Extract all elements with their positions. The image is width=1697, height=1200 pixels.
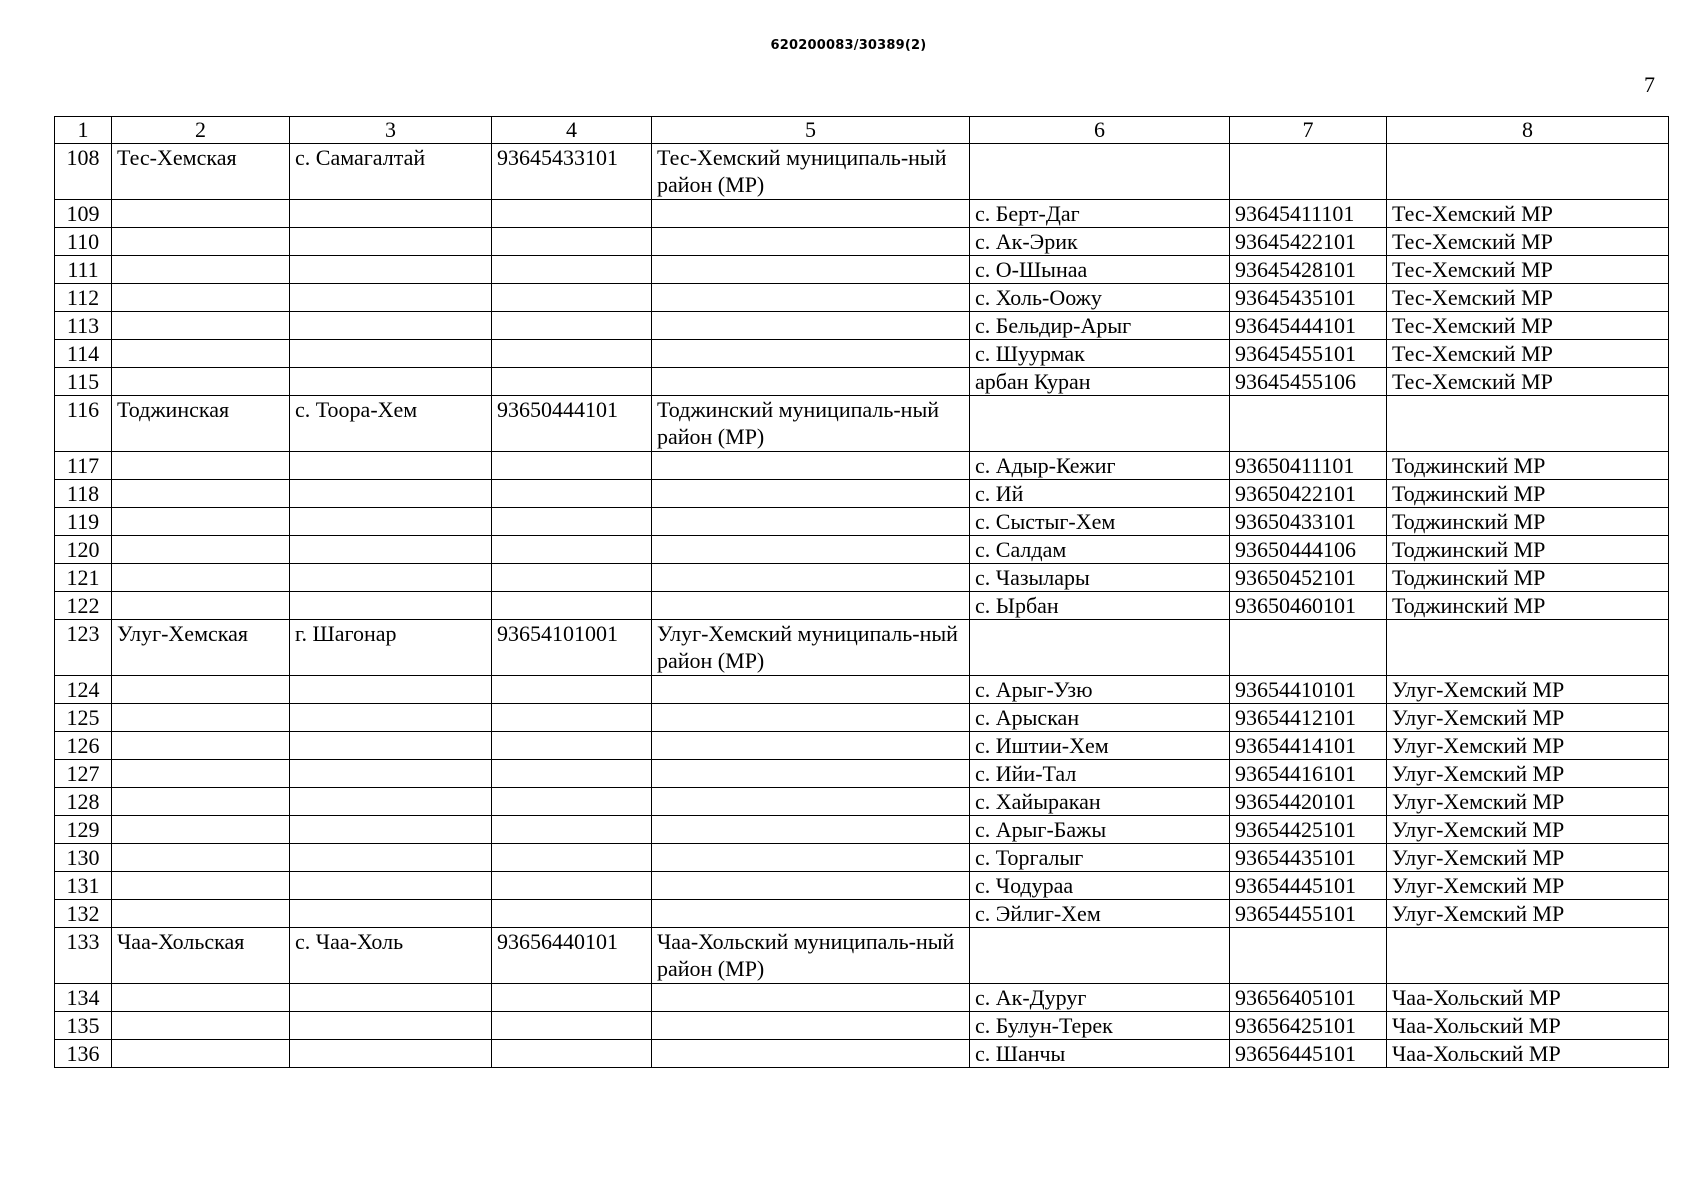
center-cell	[290, 900, 492, 928]
municipality-cell	[652, 760, 970, 788]
settlement-cell: с. Иштии-Хем	[970, 732, 1230, 760]
district-cell	[112, 536, 290, 564]
center-cell	[290, 508, 492, 536]
district-cell	[112, 816, 290, 844]
settlement-cell: с. Чодураа	[970, 872, 1230, 900]
settlement-code-cell: 93645455101	[1230, 340, 1387, 368]
row-number-cell: 109	[55, 200, 112, 228]
settlement-code-cell: 93645422101	[1230, 228, 1387, 256]
municipality-cell	[652, 592, 970, 620]
settlement-cell: с. Берт-Даг	[970, 200, 1230, 228]
row-number-cell: 113	[55, 312, 112, 340]
row-number-cell: 112	[55, 284, 112, 312]
municipality-cell: Улуг-Хемский муниципаль-ный район (МР)	[652, 620, 970, 676]
row-number-cell: 116	[55, 396, 112, 452]
municipality-cell	[652, 900, 970, 928]
municipality-cell	[652, 844, 970, 872]
center-cell	[290, 228, 492, 256]
center-cell	[290, 704, 492, 732]
center-cell	[290, 592, 492, 620]
document-code: 620200083/30389(2)	[770, 38, 927, 53]
table-row	[55, 256, 1669, 284]
settlement-cell: с. Арыг-Узю	[970, 676, 1230, 704]
table-row	[55, 844, 1669, 872]
center-cell	[290, 256, 492, 284]
settlement-cell: с. Арыг-Бажы	[970, 816, 1230, 844]
district-cell	[112, 872, 290, 900]
municipality-cell	[652, 732, 970, 760]
district-cell	[112, 732, 290, 760]
settlement-mr-cell: Тес-Хемский МР	[1387, 368, 1669, 396]
row-number-cell: 130	[55, 844, 112, 872]
settlement-code-cell: 93645444101	[1230, 312, 1387, 340]
district-cell: Тоджинская	[112, 396, 290, 452]
table-row	[55, 564, 1669, 592]
settlement-mr-cell: Чаа-Хольский МР	[1387, 1040, 1669, 1068]
municipality-cell	[652, 200, 970, 228]
row-number-cell: 135	[55, 1012, 112, 1040]
settlement-code-cell: 93654416101	[1230, 760, 1387, 788]
settlement-mr-cell: Тоджинский МР	[1387, 480, 1669, 508]
settlement-cell: с. О-Шынаа	[970, 256, 1230, 284]
table-row	[55, 816, 1669, 844]
settlement-code-cell: 93654412101	[1230, 704, 1387, 732]
center-cell	[290, 200, 492, 228]
settlement-code-cell	[1230, 620, 1387, 676]
settlement-cell: с. Ий	[970, 480, 1230, 508]
row-number-cell: 117	[55, 452, 112, 480]
code-cell	[492, 340, 652, 368]
row-number-cell: 114	[55, 340, 112, 368]
table-row	[55, 480, 1669, 508]
table-row	[55, 228, 1669, 256]
municipality-cell	[652, 452, 970, 480]
code-cell	[492, 256, 652, 284]
center-cell	[290, 732, 492, 760]
settlement-cell: с. Чазылары	[970, 564, 1230, 592]
settlement-cell: арбан Куран	[970, 368, 1230, 396]
district-cell	[112, 984, 290, 1012]
settlement-code-cell: 93654414101	[1230, 732, 1387, 760]
settlement-mr-cell: Улуг-Хемский МР	[1387, 704, 1669, 732]
table-row	[55, 340, 1669, 368]
settlement-code-cell: 93656405101	[1230, 984, 1387, 1012]
code-cell: 93656440101	[492, 928, 652, 984]
table-row	[55, 396, 1669, 452]
table-row	[55, 536, 1669, 564]
row-number-cell: 118	[55, 480, 112, 508]
settlement-mr-cell	[1387, 928, 1669, 984]
district-cell	[112, 480, 290, 508]
table-row	[55, 284, 1669, 312]
settlement-cell: с. Шанчы	[970, 1040, 1230, 1068]
column-header: 6	[970, 117, 1230, 144]
district-cell	[112, 564, 290, 592]
municipality-cell	[652, 536, 970, 564]
center-cell	[290, 872, 492, 900]
settlement-cell: с. Холь-Оожу	[970, 284, 1230, 312]
municipality-cell	[652, 704, 970, 732]
table-row	[55, 900, 1669, 928]
district-cell	[112, 788, 290, 816]
row-number-cell: 127	[55, 760, 112, 788]
row-number-cell: 125	[55, 704, 112, 732]
municipality-cell	[652, 256, 970, 284]
district-cell: Улуг-Хемская	[112, 620, 290, 676]
code-cell	[492, 900, 652, 928]
table-row	[55, 788, 1669, 816]
settlement-mr-cell	[1387, 144, 1669, 200]
settlement-mr-cell: Тес-Хемский МР	[1387, 284, 1669, 312]
code-cell	[492, 508, 652, 536]
column-header: 1	[55, 117, 112, 144]
code-cell	[492, 480, 652, 508]
center-cell	[290, 1012, 492, 1040]
settlement-mr-cell: Улуг-Хемский МР	[1387, 788, 1669, 816]
code-cell	[492, 284, 652, 312]
page-number: 7	[1644, 72, 1655, 97]
table-row	[55, 704, 1669, 732]
row-number-cell: 134	[55, 984, 112, 1012]
settlement-code-cell: 93645428101	[1230, 256, 1387, 284]
settlement-mr-cell: Тоджинский МР	[1387, 536, 1669, 564]
row-number-cell: 129	[55, 816, 112, 844]
municipality-cell	[652, 564, 970, 592]
settlement-cell: с. Ак-Дуруг	[970, 984, 1230, 1012]
district-cell	[112, 1040, 290, 1068]
settlement-cell: с. Арыскан	[970, 704, 1230, 732]
center-cell: с. Самагалтай	[290, 144, 492, 200]
settlement-mr-cell: Улуг-Хемский МР	[1387, 732, 1669, 760]
settlement-cell: с. Хайыракан	[970, 788, 1230, 816]
settlements-table	[54, 116, 1669, 1068]
row-number-cell: 111	[55, 256, 112, 284]
center-cell: с. Чаа-Холь	[290, 928, 492, 984]
municipality-cell: Чаа-Хольский муниципаль-ный район (МР)	[652, 928, 970, 984]
center-cell	[290, 788, 492, 816]
district-cell	[112, 452, 290, 480]
settlement-cell: с. Сыстыг-Хем	[970, 508, 1230, 536]
district-cell	[112, 508, 290, 536]
settlement-code-cell: 93654455101	[1230, 900, 1387, 928]
center-cell: с. Тоора-Хем	[290, 396, 492, 452]
row-number-cell: 128	[55, 788, 112, 816]
municipality-cell: Тоджинский муниципаль-ный район (МР)	[652, 396, 970, 452]
municipality-cell	[652, 228, 970, 256]
table-row	[55, 368, 1669, 396]
district-cell	[112, 200, 290, 228]
center-cell	[290, 368, 492, 396]
district-cell: Чаа-Хольская	[112, 928, 290, 984]
table-row	[55, 872, 1669, 900]
settlement-code-cell: 93654435101	[1230, 844, 1387, 872]
settlement-cell	[970, 144, 1230, 200]
row-number-cell: 120	[55, 536, 112, 564]
center-cell	[290, 844, 492, 872]
center-cell	[290, 312, 492, 340]
table-row	[55, 452, 1669, 480]
district-cell	[112, 312, 290, 340]
column-header: 7	[1230, 117, 1387, 144]
municipality-cell	[652, 872, 970, 900]
settlement-cell: с. Эйлиг-Хем	[970, 900, 1230, 928]
district-cell	[112, 676, 290, 704]
settlement-mr-cell: Тес-Хемский МР	[1387, 200, 1669, 228]
column-header: 4	[492, 117, 652, 144]
settlement-code-cell: 93645435101	[1230, 284, 1387, 312]
center-cell	[290, 536, 492, 564]
settlement-code-cell: 93654445101	[1230, 872, 1387, 900]
row-number-cell: 131	[55, 872, 112, 900]
settlement-mr-cell: Тоджинский МР	[1387, 564, 1669, 592]
row-number-cell: 132	[55, 900, 112, 928]
code-cell	[492, 732, 652, 760]
settlement-code-cell: 93656425101	[1230, 1012, 1387, 1040]
center-cell	[290, 340, 492, 368]
municipality-cell	[652, 508, 970, 536]
code-cell	[492, 760, 652, 788]
row-number-cell: 115	[55, 368, 112, 396]
code-cell	[492, 200, 652, 228]
settlement-mr-cell	[1387, 396, 1669, 452]
settlement-mr-cell: Улуг-Хемский МР	[1387, 816, 1669, 844]
table-row	[55, 928, 1669, 984]
settlement-code-cell: 93650433101	[1230, 508, 1387, 536]
center-cell	[290, 984, 492, 1012]
settlement-code-cell: 93656445101	[1230, 1040, 1387, 1068]
row-number-cell: 110	[55, 228, 112, 256]
row-number-cell: 119	[55, 508, 112, 536]
center-cell	[290, 452, 492, 480]
district-cell	[112, 368, 290, 396]
municipality-cell	[652, 368, 970, 396]
column-header: 2	[112, 117, 290, 144]
table-row	[55, 1040, 1669, 1068]
settlement-cell: с. Бельдир-Арыг	[970, 312, 1230, 340]
settlement-code-cell: 93650411101	[1230, 452, 1387, 480]
code-cell	[492, 984, 652, 1012]
row-number-cell: 133	[55, 928, 112, 984]
municipality-cell	[652, 480, 970, 508]
code-cell	[492, 592, 652, 620]
settlement-code-cell: 93650422101	[1230, 480, 1387, 508]
district-cell	[112, 1012, 290, 1040]
municipality-cell	[652, 312, 970, 340]
settlement-mr-cell: Улуг-Хемский МР	[1387, 760, 1669, 788]
settlement-code-cell: 93645411101	[1230, 200, 1387, 228]
municipality-cell	[652, 984, 970, 1012]
code-cell	[492, 704, 652, 732]
code-cell: 93654101001	[492, 620, 652, 676]
column-header: 3	[290, 117, 492, 144]
settlement-cell	[970, 620, 1230, 676]
code-cell	[492, 368, 652, 396]
settlement-cell: с. Булун-Терек	[970, 1012, 1230, 1040]
settlement-mr-cell: Улуг-Хемский МР	[1387, 676, 1669, 704]
center-cell: г. Шагонар	[290, 620, 492, 676]
settlement-cell	[970, 396, 1230, 452]
municipality-cell	[652, 284, 970, 312]
column-header: 5	[652, 117, 970, 144]
table-row	[55, 200, 1669, 228]
municipality-cell	[652, 340, 970, 368]
settlement-mr-cell: Тес-Хемский МР	[1387, 340, 1669, 368]
district-cell	[112, 760, 290, 788]
code-cell	[492, 536, 652, 564]
table-body	[55, 144, 1669, 1068]
municipality-cell	[652, 1012, 970, 1040]
settlement-code-cell: 93650452101	[1230, 564, 1387, 592]
settlement-code-cell: 93650460101	[1230, 592, 1387, 620]
district-cell	[112, 340, 290, 368]
settlement-mr-cell: Чаа-Хольский МР	[1387, 1012, 1669, 1040]
district-cell	[112, 704, 290, 732]
table-row	[55, 732, 1669, 760]
municipality-cell	[652, 1040, 970, 1068]
row-number-cell: 122	[55, 592, 112, 620]
settlement-mr-cell: Тоджинский МР	[1387, 452, 1669, 480]
settlement-code-cell	[1230, 396, 1387, 452]
code-cell	[492, 452, 652, 480]
code-cell	[492, 872, 652, 900]
code-cell	[492, 564, 652, 592]
table-row	[55, 984, 1669, 1012]
header-row	[55, 117, 1669, 144]
code-cell	[492, 312, 652, 340]
code-cell	[492, 1012, 652, 1040]
center-cell	[290, 1040, 492, 1068]
row-number-cell: 136	[55, 1040, 112, 1068]
settlement-mr-cell: Улуг-Хемский МР	[1387, 872, 1669, 900]
row-number-cell: 121	[55, 564, 112, 592]
district-cell	[112, 844, 290, 872]
district-cell	[112, 228, 290, 256]
table-row	[55, 620, 1669, 676]
settlement-mr-cell: Чаа-Хольский МР	[1387, 984, 1669, 1012]
code-cell	[492, 1040, 652, 1068]
settlement-mr-cell: Тоджинский МР	[1387, 592, 1669, 620]
table-row	[55, 312, 1669, 340]
table-row	[55, 1012, 1669, 1040]
settlement-code-cell: 93654420101	[1230, 788, 1387, 816]
column-header: 8	[1387, 117, 1669, 144]
settlement-cell: с. Адыр-Кежиг	[970, 452, 1230, 480]
district-cell	[112, 900, 290, 928]
settlement-mr-cell: Тес-Хемский МР	[1387, 228, 1669, 256]
row-number-cell: 123	[55, 620, 112, 676]
table-header	[55, 117, 1669, 144]
district-cell	[112, 256, 290, 284]
settlement-code-cell: 93645455106	[1230, 368, 1387, 396]
settlement-cell: с. Салдам	[970, 536, 1230, 564]
code-cell	[492, 228, 652, 256]
settlement-cell: с. Ак-Эрик	[970, 228, 1230, 256]
district-cell	[112, 284, 290, 312]
municipality-cell	[652, 788, 970, 816]
code-cell	[492, 676, 652, 704]
district-cell: Тес-Хемская	[112, 144, 290, 200]
row-number-cell: 108	[55, 144, 112, 200]
table-row	[55, 508, 1669, 536]
municipality-cell: Тес-Хемский муниципаль-ный район (МР)	[652, 144, 970, 200]
settlement-code-cell: 93654425101	[1230, 816, 1387, 844]
center-cell	[290, 816, 492, 844]
code-cell: 93645433101	[492, 144, 652, 200]
table-row	[55, 592, 1669, 620]
settlement-cell: с. Ырбан	[970, 592, 1230, 620]
code-cell: 93650444101	[492, 396, 652, 452]
settlement-cell	[970, 928, 1230, 984]
code-cell	[492, 816, 652, 844]
settlement-mr-cell: Тес-Хемский МР	[1387, 256, 1669, 284]
center-cell	[290, 760, 492, 788]
settlement-code-cell	[1230, 928, 1387, 984]
settlement-cell: с. Ийи-Тал	[970, 760, 1230, 788]
settlement-mr-cell	[1387, 620, 1669, 676]
table-row	[55, 144, 1669, 200]
settlement-cell: с. Торгалыг	[970, 844, 1230, 872]
table-row	[55, 760, 1669, 788]
row-number-cell: 126	[55, 732, 112, 760]
center-cell	[290, 676, 492, 704]
code-cell	[492, 788, 652, 816]
center-cell	[290, 284, 492, 312]
center-cell	[290, 564, 492, 592]
settlement-code-cell	[1230, 144, 1387, 200]
settlement-mr-cell: Тоджинский МР	[1387, 508, 1669, 536]
settlement-mr-cell: Тес-Хемский МР	[1387, 312, 1669, 340]
settlement-code-cell: 93650444106	[1230, 536, 1387, 564]
center-cell	[290, 480, 492, 508]
municipality-cell	[652, 816, 970, 844]
row-number-cell: 124	[55, 676, 112, 704]
code-cell	[492, 844, 652, 872]
settlement-cell: с. Шуурмак	[970, 340, 1230, 368]
settlement-mr-cell: Улуг-Хемский МР	[1387, 900, 1669, 928]
table-row	[55, 676, 1669, 704]
settlement-code-cell: 93654410101	[1230, 676, 1387, 704]
district-cell	[112, 592, 290, 620]
municipality-cell	[652, 676, 970, 704]
settlement-mr-cell: Улуг-Хемский МР	[1387, 844, 1669, 872]
